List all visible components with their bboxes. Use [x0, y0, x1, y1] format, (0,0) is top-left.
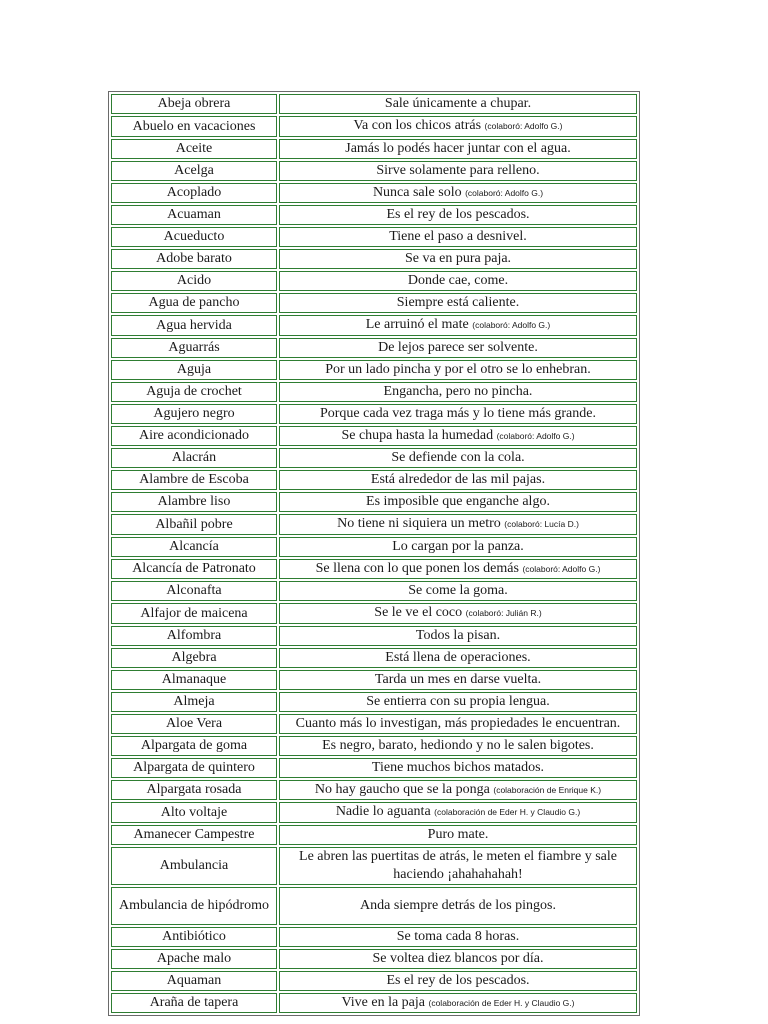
definition-cell — [279, 780, 637, 801]
term-cell: Albañil pobre — [111, 514, 277, 535]
definition-cell — [279, 559, 637, 580]
definition-cell — [279, 736, 637, 756]
credit-note: (colaboración de Eder H. y Claudio G.) — [434, 807, 581, 817]
table-row — [111, 139, 637, 159]
term-cell: Acuaman — [111, 205, 277, 225]
table-row — [111, 470, 637, 490]
table-row — [111, 338, 637, 358]
term-cell: Alambre liso — [111, 492, 277, 512]
term-cell: Apache malo — [111, 949, 277, 969]
definition-cell — [279, 205, 637, 225]
table-row — [111, 404, 637, 424]
term-cell: Agua de pancho — [111, 293, 277, 313]
definition-cell — [279, 116, 637, 137]
definition-cell — [279, 847, 637, 885]
term-cell: Alfombra — [111, 626, 277, 646]
definition-cell — [279, 648, 637, 668]
definition-text: Siempre está caliente. — [396, 295, 520, 311]
definition-cell — [279, 183, 637, 204]
definition-text: Sirve solamente para relleno. — [376, 162, 540, 178]
definition-text: Porque cada vez traga más y lo tiene más grande. — [319, 405, 596, 421]
definition-text: Está llena de operaciones. — [385, 649, 531, 665]
credit-note: (colaboró: Adolfo G.) — [496, 430, 575, 441]
definition-text: Lo cargan por la panza. — [392, 538, 524, 554]
definition-text: Sale únicamente a chupar. — [384, 96, 532, 112]
term-cell: Alconafta — [111, 581, 277, 601]
definition-cell — [279, 338, 637, 358]
definition-cell — [279, 603, 637, 624]
table-row — [111, 360, 637, 380]
table-row — [111, 847, 637, 885]
definition-text: Donde cae, come. — [407, 273, 509, 289]
term-cell: Aceite — [111, 139, 277, 159]
definition-text: Se va en pura paja. — [404, 251, 512, 267]
credit-note: (colaboró: Julián R.) — [465, 608, 542, 618]
definition-cell — [279, 927, 637, 947]
table-row — [111, 648, 637, 668]
table-row — [111, 825, 637, 845]
definition-cell — [279, 492, 637, 512]
term-cell: Ambulancia de hipódromo — [111, 887, 277, 925]
table-row — [111, 205, 637, 225]
credit-note: (colaboración de Eder H. y Claudio G.) — [428, 997, 575, 1008]
table-row — [111, 116, 637, 137]
term-cell: Acoplado — [111, 183, 277, 204]
definition-cell — [279, 161, 637, 181]
definition-text: Se llena con lo que ponen los demás — [315, 560, 519, 576]
term-cell: Alambre de Escoba — [111, 470, 277, 490]
definition-text: Tiene muchos bichos matados. — [371, 759, 545, 775]
table-row — [111, 670, 637, 690]
definition-text: Es el rey de los pescados. — [386, 207, 530, 223]
definition-cell — [279, 139, 637, 159]
definition-text: Le arruinó el mate — [365, 317, 469, 332]
definition-cell — [279, 537, 637, 557]
definition-cell — [279, 271, 637, 291]
definition-text: Jamás lo podés hacer juntar con el agua. — [345, 140, 571, 156]
definition-text: Nunca sale solo — [372, 184, 462, 200]
term-cell: Acelga — [111, 161, 277, 181]
definition-text: Se le ve el coco — [374, 605, 463, 620]
definition-cell — [279, 802, 637, 823]
definition-text: Se entierra con su propia lengua. — [366, 693, 550, 709]
credit-note: (colaboró: Adolfo G.) — [465, 187, 544, 198]
table-row — [111, 887, 637, 925]
term-cell: Alacrán — [111, 448, 277, 468]
term-cell: Alpargata de quintero — [111, 758, 277, 778]
table-row — [111, 271, 637, 291]
table-row — [111, 780, 637, 801]
definition-text: Le abren las puertitas de atrás, le meten el fiambre y sale haciendo ¡ahahahahah! — [299, 849, 617, 882]
term-cell: Alpargata rosada — [111, 780, 277, 801]
table-row — [111, 448, 637, 468]
table-row — [111, 692, 637, 712]
definition-text: No tiene ni siquiera un metro — [337, 516, 501, 531]
glossary-rows — [111, 94, 637, 1013]
term-cell: Alfajor de maicena — [111, 603, 277, 624]
term-cell: Agujero negro — [111, 404, 277, 424]
table-row — [111, 949, 637, 969]
term-cell: Aloe Vera — [111, 714, 277, 734]
term-cell: Alto voltaje — [111, 802, 277, 823]
definition-text: Va con los chicos atrás — [353, 118, 482, 133]
table-row — [111, 714, 637, 734]
term-cell: Aguja de crochet — [111, 382, 277, 402]
term-cell: Aguarrás — [111, 338, 277, 358]
term-cell: Almeja — [111, 692, 277, 712]
term-cell: Antibiótico — [111, 927, 277, 947]
term-cell: Aire acondicionado — [111, 426, 277, 447]
term-cell: Alcancía de Patronato — [111, 559, 277, 580]
definition-cell — [279, 448, 637, 468]
definition-text: Anda siempre detrás de los pingos. — [360, 897, 556, 913]
definition-cell — [279, 581, 637, 601]
table-row — [111, 227, 637, 247]
definition-text: Se toma cada 8 horas. — [396, 928, 520, 944]
table-row — [111, 293, 637, 313]
definition-text: De lejos parece ser solvente. — [378, 339, 538, 355]
definition-cell — [279, 315, 637, 336]
table-row — [111, 537, 637, 557]
credit-note: (colaboró: Adolfo G.) — [472, 320, 551, 330]
term-cell: Aquaman — [111, 971, 277, 991]
definition-text: Tarda un mes en darse vuelta. — [374, 671, 542, 687]
definition-cell — [279, 360, 637, 380]
definition-cell — [279, 382, 637, 402]
definition-text: Cuanto más lo investigan, más propiedades le encuentran. — [295, 715, 621, 731]
term-cell: Acueducto — [111, 227, 277, 247]
table-row — [111, 94, 637, 114]
table-row — [111, 315, 637, 336]
table-row — [111, 603, 637, 624]
definition-cell — [279, 670, 637, 690]
definition-cell — [279, 470, 637, 490]
definition-cell — [279, 426, 637, 447]
definition-text: Nadie lo aguanta — [335, 804, 431, 819]
table-row — [111, 802, 637, 823]
definition-text: Vive en la paja — [341, 994, 425, 1010]
term-cell: Abuelo en vacaciones — [111, 116, 277, 137]
term-cell: Alcancía — [111, 537, 277, 557]
glossary-sheet — [108, 91, 640, 1016]
table-row — [111, 626, 637, 646]
term-cell: Adobe barato — [111, 249, 277, 269]
table-row — [111, 382, 637, 402]
definition-text: Es el rey de los pescados. — [386, 972, 530, 988]
definition-cell — [279, 971, 637, 991]
definition-text: No hay gaucho que se la ponga — [314, 781, 490, 797]
term-cell: Amanecer Campestre — [111, 825, 277, 845]
definition-cell — [279, 714, 637, 734]
definition-cell — [279, 825, 637, 845]
definition-text: Es negro, barato, hediondo y no le salen bigotes. — [322, 737, 594, 753]
definition-text: Se come la goma. — [408, 583, 508, 599]
definition-cell — [279, 949, 637, 969]
glossary-table — [109, 92, 639, 1015]
table-row — [111, 971, 637, 991]
term-cell: Aguja — [111, 360, 277, 380]
table-row — [111, 927, 637, 947]
definition-text: Todos la pisan. — [415, 627, 501, 643]
definition-text: Se voltea diez blancos por día. — [372, 950, 544, 966]
table-row — [111, 183, 637, 204]
definition-cell — [279, 94, 637, 114]
definition-text: Se defiende con la cola. — [391, 450, 525, 466]
table-row — [111, 514, 637, 535]
table-row — [111, 758, 637, 778]
credit-note: (colaboró: Adolfo G.) — [522, 563, 601, 574]
definition-text: Está alrededor de las mil pajas. — [370, 472, 546, 488]
definition-text: Tiene el paso a desnivel. — [389, 229, 527, 245]
credit-note: (colaboró: Adolfo G.) — [484, 121, 563, 131]
term-cell: Almanaque — [111, 670, 277, 690]
table-row — [111, 426, 637, 447]
definition-cell — [279, 404, 637, 424]
definition-cell — [279, 692, 637, 712]
definition-cell — [279, 514, 637, 535]
definition-cell — [279, 293, 637, 313]
definition-cell — [279, 249, 637, 269]
table-row — [111, 993, 637, 1014]
definition-cell — [279, 758, 637, 778]
credit-note: (colaboración de Enrique K.) — [493, 784, 602, 795]
table-row — [111, 559, 637, 580]
term-cell: Algebra — [111, 648, 277, 668]
definition-cell — [279, 626, 637, 646]
term-cell: Abeja obrera — [111, 94, 277, 114]
term-cell: Alpargata de goma — [111, 736, 277, 756]
term-cell: Acido — [111, 271, 277, 291]
term-cell: Araña de tapera — [111, 993, 277, 1014]
definition-cell — [279, 993, 637, 1014]
definition-text: Puro mate. — [427, 826, 489, 842]
table-row — [111, 492, 637, 512]
definition-text: Engancha, pero no pincha. — [383, 383, 533, 399]
term-cell: Agua hervida — [111, 315, 277, 336]
table-row — [111, 736, 637, 756]
credit-note: (colaboró: Lucía D.) — [504, 519, 579, 529]
table-row — [111, 161, 637, 181]
definition-text: Es imposible que enganche algo. — [366, 494, 550, 510]
table-row — [111, 581, 637, 601]
table-row — [111, 249, 637, 269]
definition-cell — [279, 227, 637, 247]
definition-text: Se chupa hasta la humedad — [341, 427, 494, 443]
definition-cell — [279, 887, 637, 925]
definition-text: Por un lado pincha y por el otro se lo enhebran. — [325, 361, 591, 377]
term-cell: Ambulancia — [111, 847, 277, 885]
